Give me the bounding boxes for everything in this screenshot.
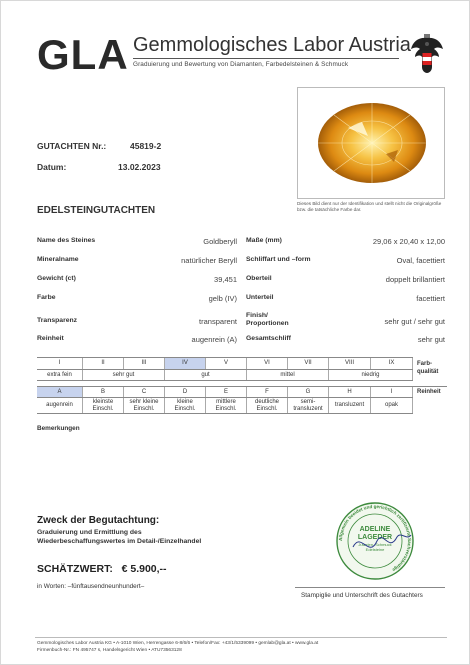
header-divider — [133, 58, 399, 59]
clarity-grade-cell: B — [83, 387, 124, 397]
signature-line — [295, 587, 445, 588]
property-label: Maße (mm) — [246, 237, 282, 244]
color-quality-header: Farb- — [417, 361, 432, 367]
clarity-word-cell — [329, 398, 371, 413]
property-row — [37, 275, 445, 287]
color-grade-cell: VIII — [329, 358, 371, 369]
clarity-word-cell — [165, 398, 206, 413]
color-quality-cell: mittel — [247, 370, 329, 380]
clarity-word-cell — [124, 398, 165, 413]
company-name: Gemmologisches Labor Austria — [133, 34, 411, 56]
clarity-word: Einschl. — [256, 405, 278, 412]
purpose-title: Zweck der Begutachtung: — [37, 515, 160, 526]
report-date-value: 13.02.2023 — [118, 162, 161, 172]
footer-address: Gemmologisches Labor Austria KG • A-1010 Wien, Herrengasse 6-8/6/6 • Telefon/Fax: +43/1/5339099 • gemlab@gla.at • www.gla.at — [37, 641, 319, 646]
company-tagline: Graduierung und Bewertung von Diamanten, Farbedelsteinen & Schmuck — [133, 61, 349, 68]
purpose-line: Wiederbeschaffungswertes im Detail-/Einzelhandel — [37, 538, 202, 545]
stamp-subtitle: Juwelen, Schmuck — [358, 542, 392, 547]
clarity-word: Einschl. — [133, 405, 155, 412]
estimate-label: SCHÄTZWERT: — [37, 563, 113, 575]
clarity-word-cell — [37, 398, 83, 413]
estimate-value — [37, 563, 167, 575]
property-label: Name des Steines — [37, 237, 96, 244]
expert-stamp-icon — [335, 501, 415, 581]
color-quality-cell: gut — [165, 370, 247, 380]
clarity-word: Einschl. — [174, 405, 196, 412]
certificate-title: EDELSTEINGUTACHTEN — [37, 205, 156, 216]
property-value: transparent — [199, 317, 237, 326]
clarity-grade-cell: D — [165, 387, 206, 397]
clarity-grade-cell: F — [247, 387, 288, 397]
clarity-grade-cell: C — [124, 387, 165, 397]
property-label: Gesamtschliff — [246, 335, 291, 342]
clarity-word: kleinste — [92, 398, 114, 405]
footer-divider — [35, 637, 447, 638]
gemstone-image — [298, 88, 445, 199]
color-grade-cell: II — [83, 358, 124, 369]
clarity-word: sehr kleine — [129, 398, 159, 405]
color-grade-cell: VII — [288, 358, 329, 369]
property-label: Finish/ — [246, 312, 268, 319]
stamp-ring-text: Allgemein beeidet und gerichtlich zertifizierte Sachverständige — [337, 503, 413, 573]
property-value: gelb (IV) — [208, 294, 237, 303]
clarity-grade-cell: I — [371, 387, 413, 397]
property-label: Transparenz — [37, 317, 78, 324]
property-value: doppelt brillantiert — [385, 275, 445, 284]
estimate-amount: € 5.900,-- — [121, 563, 167, 575]
clarity-grade-cell: G — [288, 387, 329, 397]
property-label: Farbe — [37, 294, 56, 301]
property-label: Mineralname — [37, 256, 79, 263]
property-row — [37, 313, 445, 331]
clarity-word: Einschl. — [215, 405, 237, 412]
property-value: sehr gut / sehr gut — [384, 317, 445, 326]
stamp-name: ADELINE — [359, 526, 391, 533]
property-row — [37, 237, 445, 249]
clarity-word-cell — [206, 398, 247, 413]
gemstone-photo — [297, 87, 445, 199]
clarity-word: kleine — [177, 398, 193, 405]
property-label: Gewicht (ct) — [37, 275, 76, 282]
signature-caption: Stampiglie und Unterschrift des Gutachters — [301, 592, 423, 599]
color-quality-cell: niedrig — [329, 370, 413, 380]
clarity-grade-cell-selected: A — [37, 387, 83, 397]
stamp-subtitle-line2: Edelsteine — [365, 547, 385, 552]
estimate-in-words: in Worten: –fünftausendneunhundert– — [37, 583, 145, 590]
property-row — [37, 256, 445, 268]
clarity-word-cell — [371, 398, 413, 413]
color-grade-cell: IX — [371, 358, 413, 369]
color-grade-cell: III — [124, 358, 165, 369]
property-value: sehr gut — [417, 335, 445, 344]
clarity-grade-cell: E — [206, 387, 247, 397]
color-quality-cell: extra fein — [37, 370, 83, 380]
color-grade-cell: I — [37, 358, 83, 369]
grid-line — [37, 413, 413, 414]
color-quality-cell: sehr gut — [83, 370, 165, 380]
grid-line — [37, 380, 413, 381]
color-grade-cell-selected: IV — [165, 358, 206, 369]
property-value: natürlicher Beryll — [181, 256, 237, 265]
report-number-value: 45819-2 — [130, 141, 162, 151]
property-row — [37, 294, 445, 306]
property-value: 39,451 — [214, 275, 237, 284]
clarity-word: opak — [384, 402, 398, 409]
clarity-word: deutliche — [254, 398, 280, 405]
clarity-header: Reinheit — [417, 389, 441, 395]
clarity-grade-cell: H — [329, 387, 371, 397]
property-label: Reinheit — [37, 335, 64, 342]
property-value: augenrein (A) — [191, 335, 237, 344]
property-label-line2: Proportionen — [246, 320, 289, 327]
remarks-label: Bemerkungen — [37, 425, 80, 432]
clarity-word: transluzent — [334, 402, 365, 409]
clarity-word-cell — [247, 398, 288, 413]
property-value: Goldberyll — [203, 237, 237, 246]
stamp-name-line2: LAGEDER — [357, 534, 393, 541]
clarity-word: transluzent — [293, 405, 323, 412]
clarity-word: mittlere — [216, 398, 236, 405]
color-grade-cell: V — [206, 358, 247, 369]
property-label: Oberteil — [246, 275, 272, 282]
property-value: Oval, facettiert — [396, 256, 445, 265]
gla-logo: GLA — [37, 31, 129, 78]
property-value: facettiert — [416, 294, 445, 303]
photo-caption: Dieses Bild dient nur der Identifikation und stellt nicht die Originalgröße bzw. die tatsächliche Farbe dar. — [297, 201, 442, 212]
property-row — [37, 335, 445, 347]
clarity-word: semi- — [300, 398, 316, 405]
clarity-word-cell — [288, 398, 329, 413]
report-number-label: GUTACHTEN Nr.: — [37, 141, 107, 151]
report-date-label: Datum: — [37, 162, 67, 172]
purpose-line: Graduierung und Ermittlung des — [37, 529, 142, 536]
color-grade-cell: VI — [247, 358, 288, 369]
austrian-eagle-icon — [409, 33, 445, 77]
property-label: Schliffart und –form — [246, 256, 311, 263]
footer-registry: Firmenbuch-Nr.: FN 495747 s, Handelsgericht Wien • ATU73563128 — [37, 648, 182, 653]
clarity-word: Einschl. — [92, 405, 114, 412]
color-quality-header-line2: qualität — [417, 369, 439, 375]
clarity-word: augenrein — [46, 402, 73, 409]
property-label: Unterteil — [246, 294, 274, 301]
clarity-word-cell — [83, 398, 124, 413]
property-value: 29,06 x 20,40 x 12,00 — [372, 237, 445, 246]
